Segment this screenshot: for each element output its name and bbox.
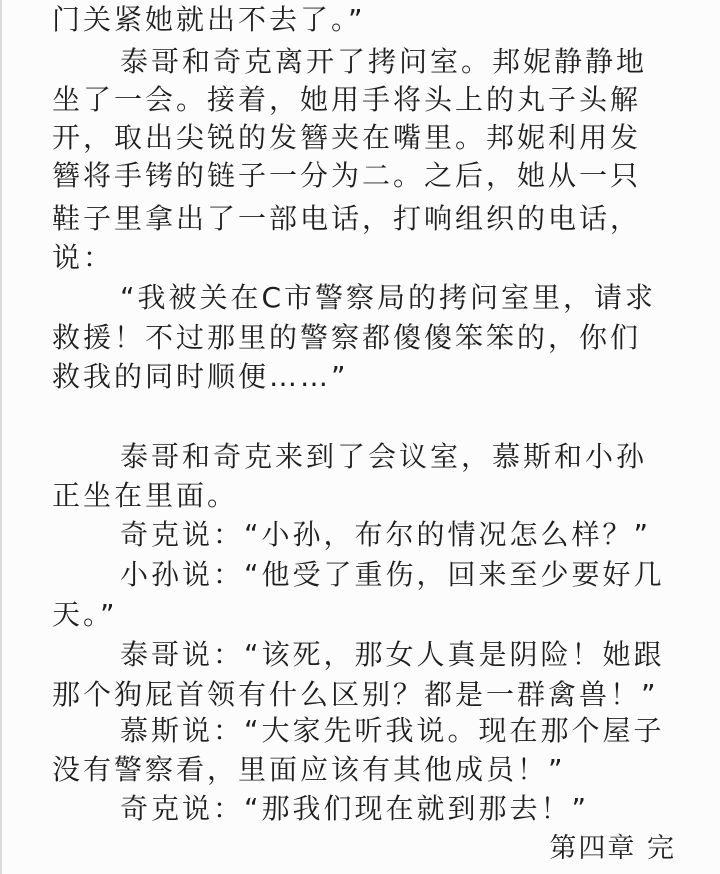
text-line: 救援！不过那里的警察都傻傻笨笨的，你们 [52,321,642,354]
chapter-end-label: 第四章 完 [549,833,676,864]
dialogue-line: 泰哥说：“该死，那女人真是阴险！她跟 [120,638,665,671]
text-line: 那个狗屁首领有什么区别？都是一群禽兽！” [52,678,659,711]
page-edge [0,0,2,874]
text-line: 救我的同时顺便……” [52,360,349,393]
dialogue-line: 小孙说：“他受了重伤，回来至少要好几 [120,558,665,591]
paragraph-start-line: 泰哥和奇克来到了会议室，慕斯和小孙 [120,440,648,473]
text-line: 开，取出尖锐的发簪夹在嘴里。邦妮利用发 [52,121,642,154]
text-line: 坐了一会。接着，她用手将头上的丸子头解 [52,83,642,116]
paragraph-start-line: “我被关在C市警察局的拷问室里，请求 [120,281,657,314]
text-line: 天。” [52,598,118,631]
text-line: 鞋子里拿出了一部电话，打响组织的电话， [52,202,642,235]
text-line: 没有警察看，里面应该有其他成员！” [52,753,566,786]
dialogue-line: 奇克说：“那我们现在就到那去！” [120,792,590,825]
text-line: 门关紧她就出不去了。” [52,3,366,36]
text-line: 簪将手铐的链子一分为二。之后，她从一只 [52,159,642,192]
dialogue-line: 奇克说：“小孙，布尔的情况怎么样？” [120,518,652,551]
dialogue-line: 慕斯说：“大家先听我说。现在那个屋子 [120,714,665,747]
paragraph-start-line: 泰哥和奇克离开了拷问室。邦妮静静地 [120,45,648,78]
text-line: 说： [52,241,115,274]
text-line: 正坐在里面。 [52,479,239,512]
